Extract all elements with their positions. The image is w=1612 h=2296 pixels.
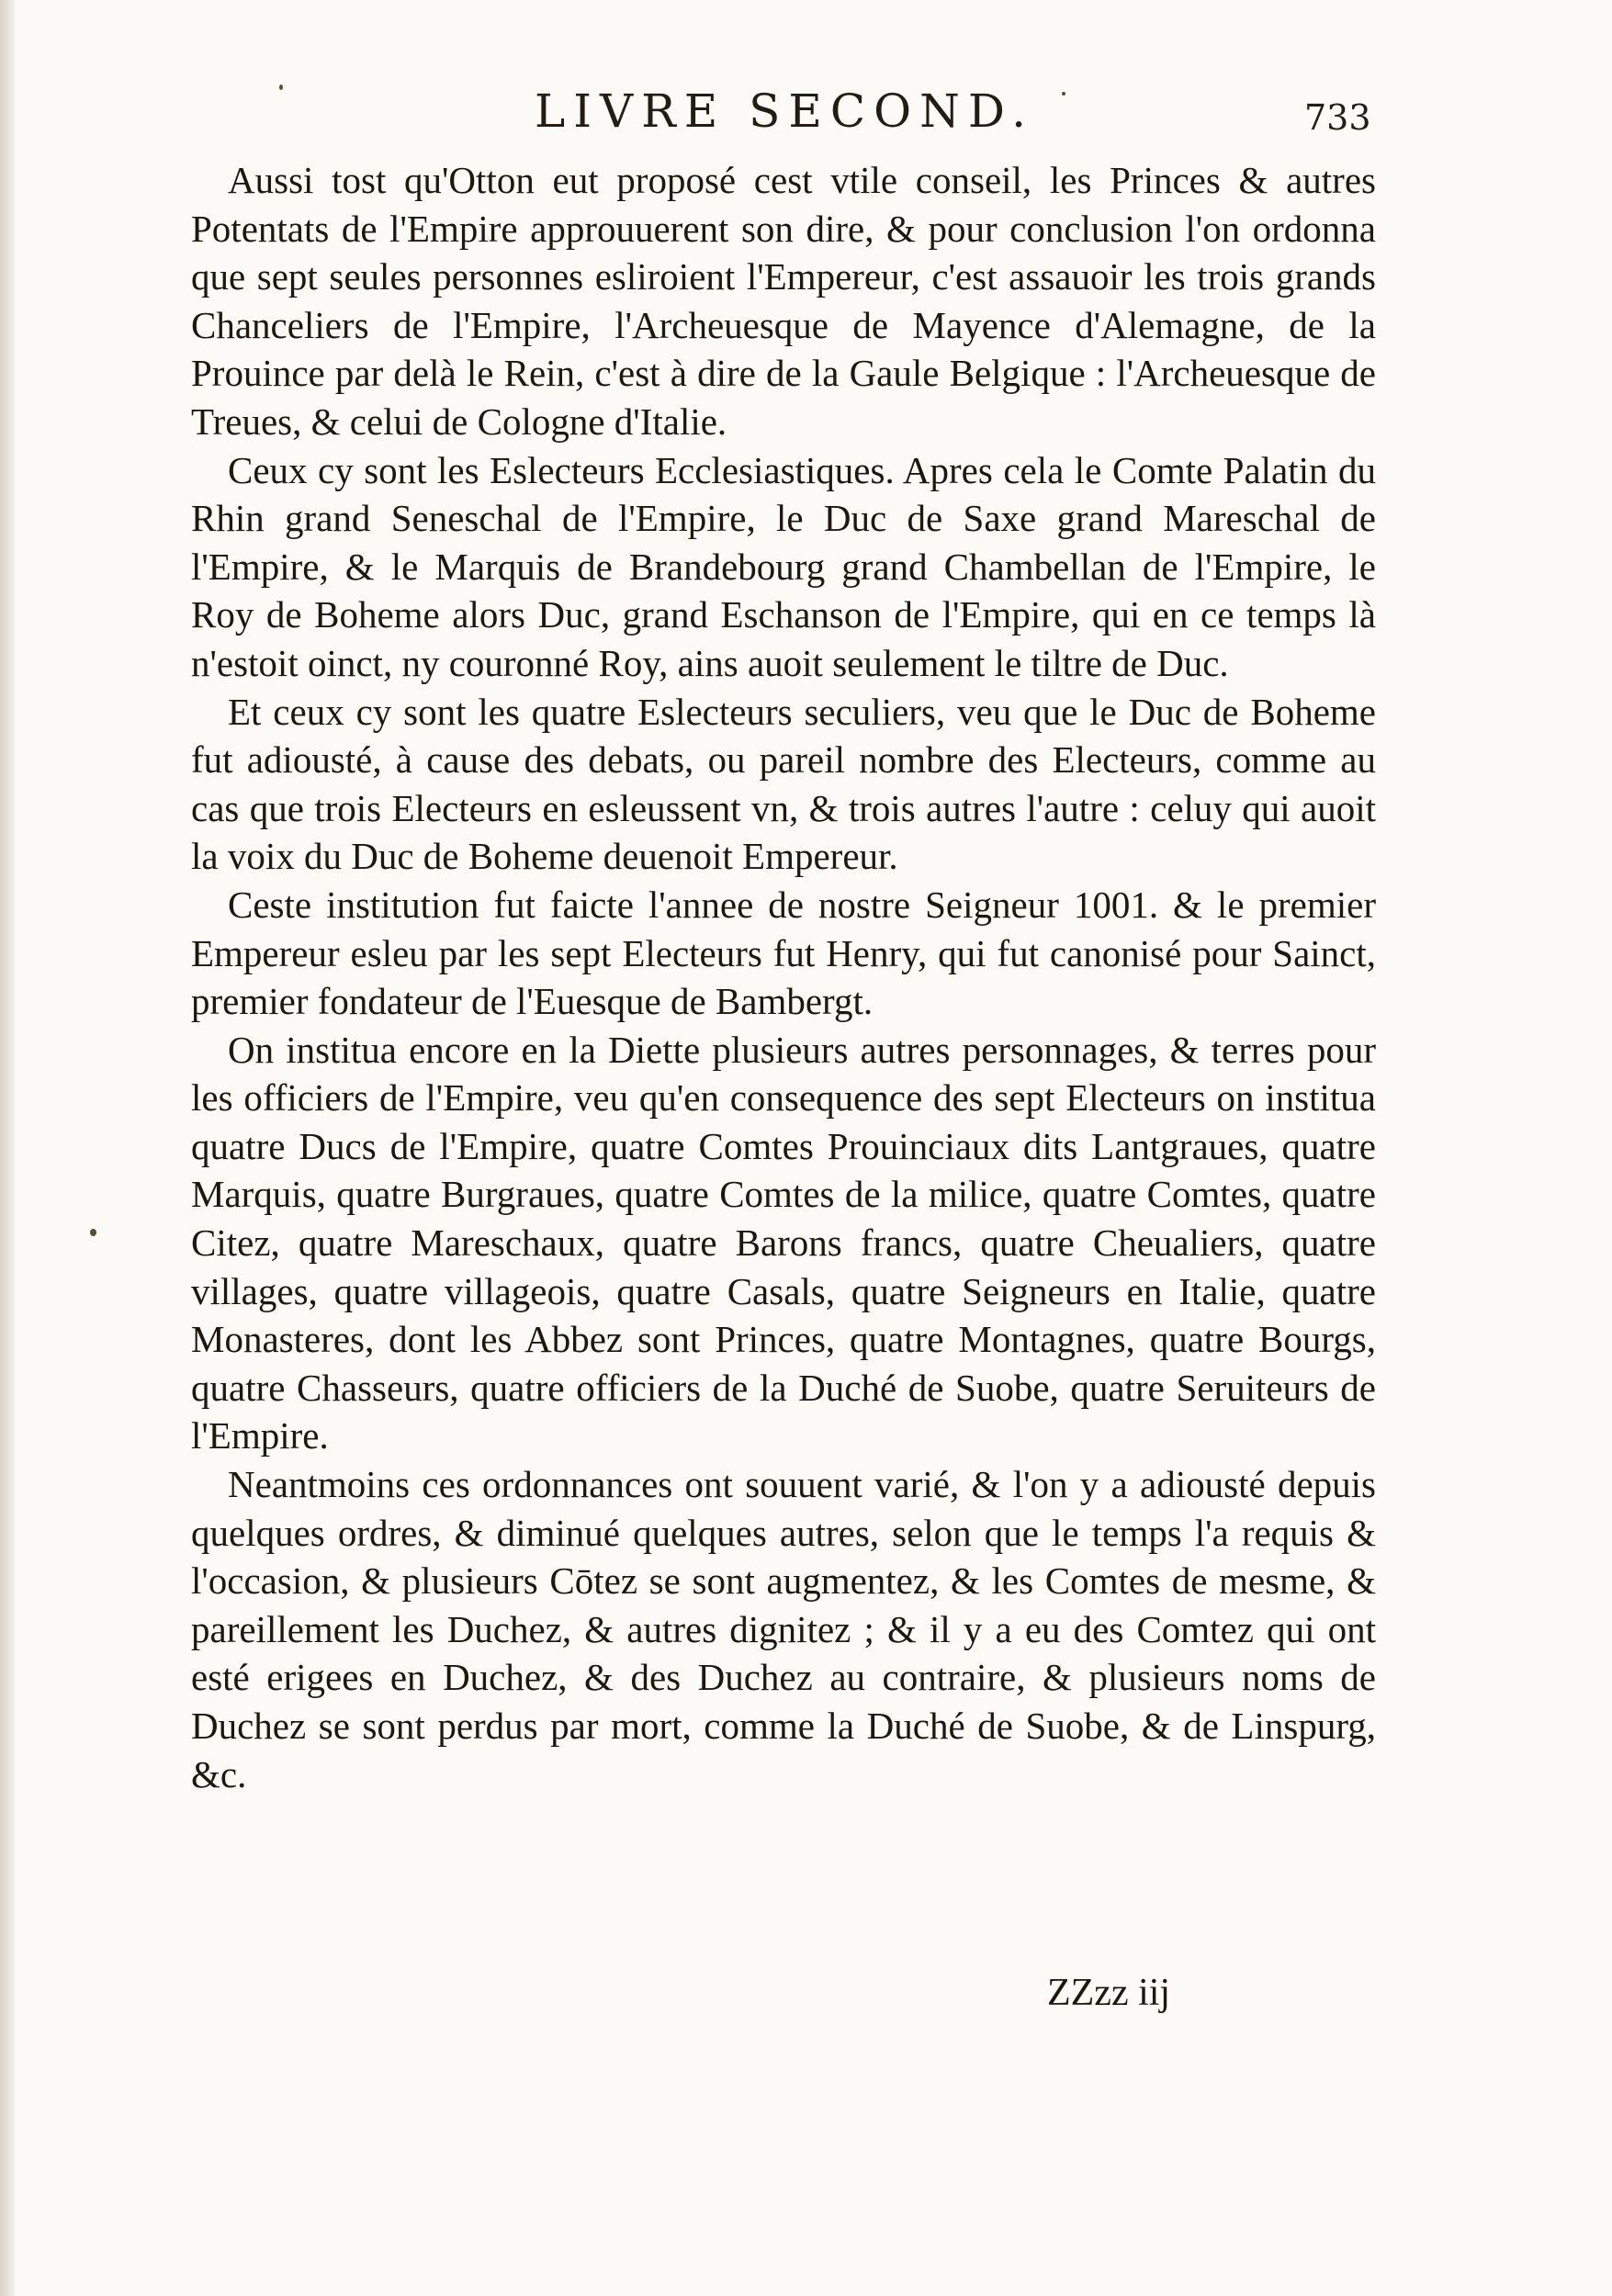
paragraph: Ceste institution fut faicte l'annee de nostre Seigneur 1001. & le premier Empereur esleu par les sept Electeurs fut Henry, qui fut canonisé pour Sainct, premier fondateur de l'Euesque de Bambergt.: [191, 883, 1376, 1023]
paragraph: Aussi tost qu'Otton eut proposé cest vtile conseil, les Princes & autres Potentats de l'Empire approuuerent son dire, & pour conclusion l'on ordonna que sept seules personnes esliroient l'Empereur, c'est assauoir les trois grands Chanceliers de l'Empire, l'Archeuesque de Mayence d'Alemagne, de la Prouince par delà le Rein, c'est à dire de la Gaule Belgique : l'Archeuesque de Treues, & celui de Cologne d'Italie.: [191, 159, 1376, 443]
paragraph: Et ceux cy sont les quatre Eslecteurs seculiers, veu que le Duc de Boheme fut adiousté, à cause des debats, ou pareil nombre des Electeurs, comme au cas que trois Electeurs en esleussent vn, & trois autres l'autre : celuy qui auoit la voix du Duc de Boheme deuenoit Empereur.: [191, 690, 1376, 878]
body-text: [191, 156, 1376, 1798]
paragraph: Ceux cy sont les Eslecteurs Ecclesiastiques. Apres cela le Comte Palatin du Rhin grand Seneschal de l'Empire, le Duc de Saxe grand Mareschal de l'Empire, & le Marquis de Brandebourg grand Chambellan de l'Empire, le Roy de Boheme alors Duc, grand Eschanson de l'Empire, qui en ce temps là n'estoit oinct, ny couronné Roy, ains auoit seulement le tiltre de Duc.: [191, 448, 1376, 684]
signature-mark: ZZzz iij: [1047, 1972, 1171, 2014]
page-number: 733: [1304, 97, 1371, 138]
page-header: [0, 84, 1612, 149]
running-title: LIVRE SECOND.: [535, 84, 1035, 138]
ink-spot: [90, 1229, 96, 1236]
page-gutter-edge: [0, 0, 15, 2296]
paragraph: On institua encore en la Diette plusieurs autres personnages, & terres pour les officiers de l'Empire, veu qu'en consequence des sept Electeurs on institua quatre Ducs de l'Empire, quatre Comtes Prouinciaux dits Lantgraues, quatre Marquis, quatre Burgraues, quatre Comtes de la milice, quatre Comtes, quatre Citez, quatre Mareschaux, quatre Barons francs, quatre Cheualiers, quatre villages, quatre villageois, quatre Casals, quatre Seigneurs en Italie, quatre Monasteres, dont les Abbez sont Princes, quatre Montagnes, quatre Bourgs, quatre Chasseurs, quatre officiers de la Duché de Suobe, quatre Seruiteurs de l'Empire.: [191, 1028, 1376, 1458]
paragraph: Neantmoins ces ordonnances ont souuent varié, & l'on y a adiousté depuis quelques ordres, & diminué quelques autres, selon que le temps l'a requis & l'occasion, & plusieurs Cōtez se sont augmentez, & les Comtes de mesme, & pareillement les Duchez, & autres dignitez ; & il y a eu des Comtez qui ont esté erigees en Duchez, & des Duchez au contraire, & plusieurs noms de Duchez se sont perdus par mort, comme la Duché de Suobe, & de Linspurg, &c.: [191, 1463, 1376, 1795]
